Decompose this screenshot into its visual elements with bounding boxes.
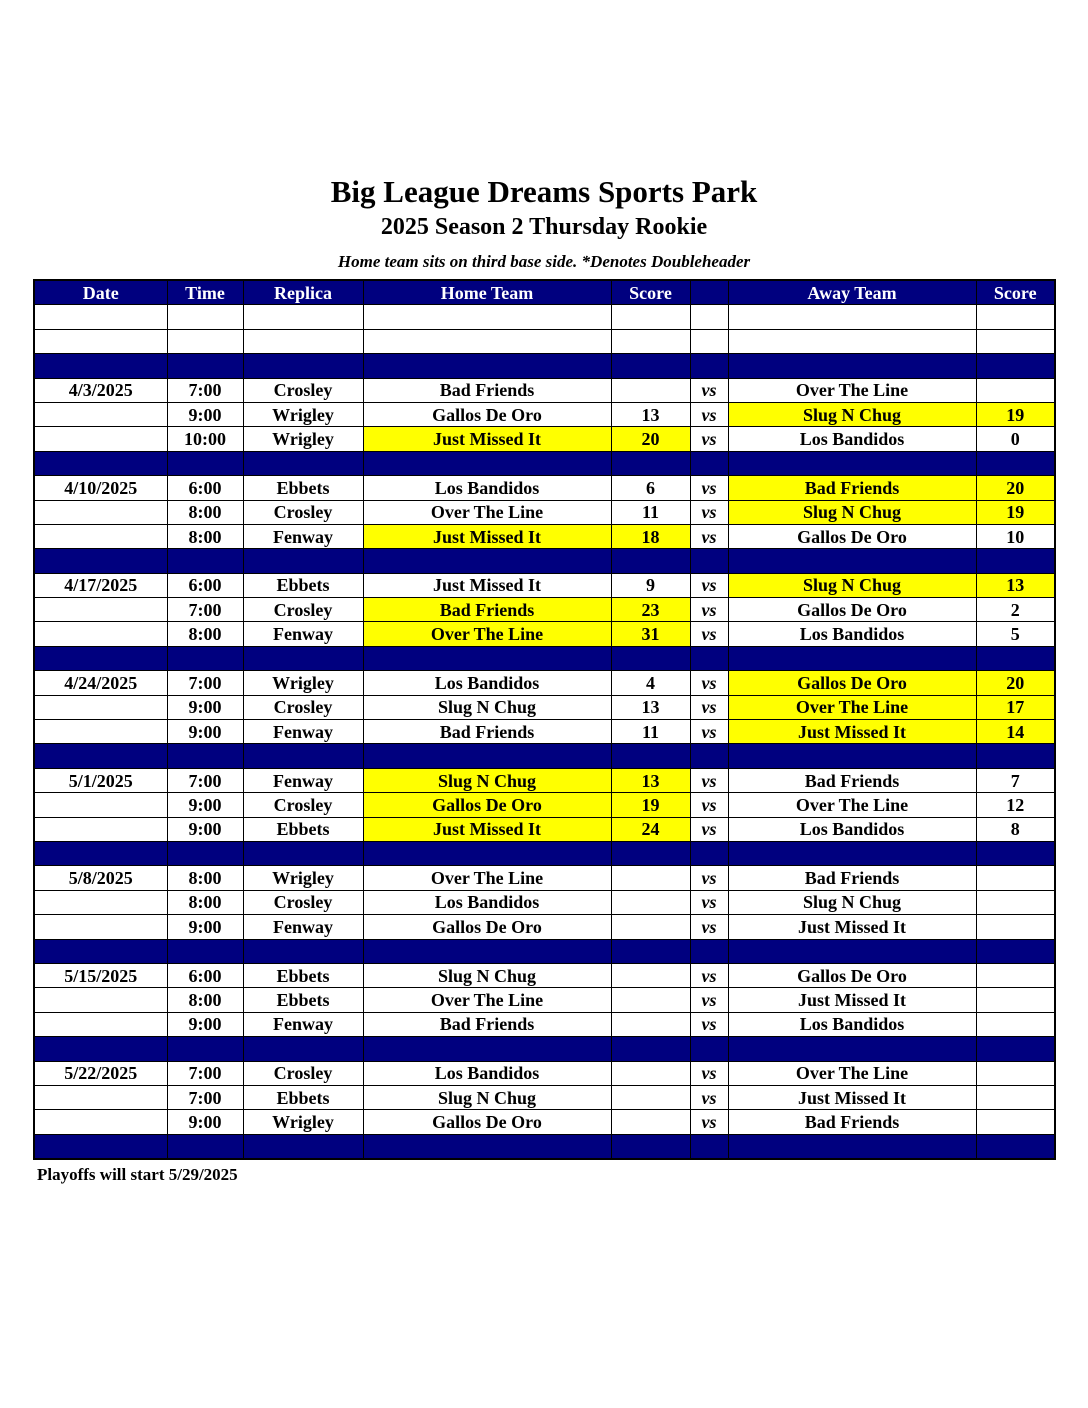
schedule-note: Home team sits on third base side. *Denotes Doubleheader	[337, 252, 751, 271]
vs-label: vs	[690, 671, 728, 695]
home-team: Bad Friends	[363, 720, 611, 744]
game-date	[34, 915, 167, 939]
game-date: 5/15/2025	[34, 963, 167, 987]
game-replica: Fenway	[243, 1012, 363, 1036]
page-title: Big League Dreams Sports Park	[330, 174, 758, 209]
game-date	[34, 1110, 167, 1134]
vs-label: vs	[690, 476, 728, 500]
header-row	[34, 280, 1055, 305]
away-team: Bad Friends	[728, 1110, 976, 1134]
game-replica: Wrigley	[243, 427, 363, 451]
week-separator	[34, 841, 1055, 865]
home-score: 20	[611, 427, 690, 451]
game-row	[34, 402, 1055, 426]
game-time: 8:00	[167, 524, 243, 548]
game-replica: Crosley	[243, 793, 363, 817]
col-header-date: Date	[34, 280, 167, 305]
away-team: Gallos De Oro	[728, 963, 976, 987]
vs-label: vs	[690, 793, 728, 817]
col-header-time: Time	[167, 280, 243, 305]
game-replica: Crosley	[243, 500, 363, 524]
game-row	[34, 671, 1055, 695]
home-team: Los Bandidos	[363, 1061, 611, 1085]
home-score: 11	[611, 720, 690, 744]
game-date	[34, 695, 167, 719]
home-score	[611, 1012, 690, 1036]
home-team: Gallos De Oro	[363, 1110, 611, 1134]
vs-label: vs	[690, 427, 728, 451]
vs-label: vs	[690, 573, 728, 597]
game-time: 8:00	[167, 988, 243, 1012]
week-separator	[34, 451, 1055, 475]
game-time: 6:00	[167, 476, 243, 500]
home-team: Gallos De Oro	[363, 793, 611, 817]
week-separator	[34, 1037, 1055, 1061]
home-team: Gallos De Oro	[363, 915, 611, 939]
home-team: Gallos De Oro	[363, 402, 611, 426]
away-score: 20	[976, 476, 1055, 500]
game-time: 9:00	[167, 720, 243, 744]
home-score	[611, 866, 690, 890]
away-score: 13	[976, 573, 1055, 597]
away-score	[976, 1061, 1055, 1085]
home-score	[611, 378, 690, 402]
vs-label: vs	[690, 988, 728, 1012]
game-row	[34, 378, 1055, 402]
game-replica: Crosley	[243, 1061, 363, 1085]
home-score	[611, 890, 690, 914]
game-date: 5/8/2025	[34, 866, 167, 890]
away-team: Los Bandidos	[728, 622, 976, 646]
game-time: 9:00	[167, 402, 243, 426]
away-score: 12	[976, 793, 1055, 817]
home-score: 13	[611, 695, 690, 719]
away-score: 19	[976, 500, 1055, 524]
vs-label: vs	[690, 402, 728, 426]
game-replica: Crosley	[243, 598, 363, 622]
game-time: 8:00	[167, 866, 243, 890]
game-time: 8:00	[167, 890, 243, 914]
vs-label: vs	[690, 890, 728, 914]
away-team: Just Missed It	[728, 1085, 976, 1109]
away-team: Just Missed It	[728, 988, 976, 1012]
away-team: Gallos De Oro	[728, 598, 976, 622]
game-time: 9:00	[167, 1110, 243, 1134]
vs-label: vs	[690, 524, 728, 548]
away-score	[976, 890, 1055, 914]
away-score: 10	[976, 524, 1055, 548]
away-team: Bad Friends	[728, 768, 976, 792]
away-team: Slug N Chug	[728, 402, 976, 426]
game-time: 10:00	[167, 427, 243, 451]
home-team: Bad Friends	[363, 378, 611, 402]
vs-label: vs	[690, 500, 728, 524]
away-score: 2	[976, 598, 1055, 622]
away-score: 8	[976, 817, 1055, 841]
game-row	[34, 890, 1055, 914]
away-team: Los Bandidos	[728, 817, 976, 841]
schedule-table	[33, 279, 1056, 1160]
game-row	[34, 1012, 1055, 1036]
game-replica: Ebbets	[243, 573, 363, 597]
week-separator	[34, 646, 1055, 670]
game-replica: Crosley	[243, 378, 363, 402]
game-replica: Fenway	[243, 915, 363, 939]
home-team: Over The Line	[363, 866, 611, 890]
away-team: Just Missed It	[728, 720, 976, 744]
game-replica: Wrigley	[243, 671, 363, 695]
game-row	[34, 524, 1055, 548]
game-replica: Wrigley	[243, 866, 363, 890]
game-replica: Ebbets	[243, 988, 363, 1012]
home-team: Just Missed It	[363, 573, 611, 597]
game-date	[34, 988, 167, 1012]
game-time: 7:00	[167, 378, 243, 402]
home-team: Los Bandidos	[363, 476, 611, 500]
week-separator	[34, 744, 1055, 768]
col-header-away-team: Away Team	[728, 280, 976, 305]
home-score	[611, 1110, 690, 1134]
game-date	[34, 524, 167, 548]
game-time: 7:00	[167, 1085, 243, 1109]
home-score: 31	[611, 622, 690, 646]
game-row	[34, 1085, 1055, 1109]
game-row	[34, 598, 1055, 622]
game-time: 9:00	[167, 1012, 243, 1036]
game-time: 7:00	[167, 768, 243, 792]
home-score: 6	[611, 476, 690, 500]
game-row	[34, 768, 1055, 792]
away-team: Slug N Chug	[728, 500, 976, 524]
home-team: Slug N Chug	[363, 695, 611, 719]
away-score	[976, 1012, 1055, 1036]
game-time: 8:00	[167, 622, 243, 646]
game-time: 9:00	[167, 695, 243, 719]
col-header-replica: Replica	[243, 280, 363, 305]
home-score: 9	[611, 573, 690, 597]
game-row	[34, 988, 1055, 1012]
schedule-body	[34, 305, 1055, 1159]
away-team: Slug N Chug	[728, 890, 976, 914]
game-date	[34, 720, 167, 744]
away-team: Over The Line	[728, 793, 976, 817]
away-team: Bad Friends	[728, 866, 976, 890]
playoffs-note: Playoffs will start 5/29/2025	[37, 1165, 238, 1184]
home-team: Just Missed It	[363, 524, 611, 548]
game-replica: Wrigley	[243, 402, 363, 426]
game-replica: Ebbets	[243, 1085, 363, 1109]
home-score	[611, 915, 690, 939]
away-score	[976, 866, 1055, 890]
game-time: 9:00	[167, 793, 243, 817]
vs-label: vs	[690, 1110, 728, 1134]
vs-label: vs	[690, 963, 728, 987]
away-team: Gallos De Oro	[728, 524, 976, 548]
home-score	[611, 988, 690, 1012]
home-score	[611, 1085, 690, 1109]
away-team: Bad Friends	[728, 476, 976, 500]
away-team: Over The Line	[728, 695, 976, 719]
game-date: 4/10/2025	[34, 476, 167, 500]
vs-label: vs	[690, 720, 728, 744]
vs-label: vs	[690, 378, 728, 402]
home-team: Just Missed It	[363, 427, 611, 451]
blank-row	[34, 329, 1055, 353]
home-score: 19	[611, 793, 690, 817]
game-replica: Ebbets	[243, 476, 363, 500]
blank-row	[34, 305, 1055, 329]
game-replica: Ebbets	[243, 963, 363, 987]
away-team: Slug N Chug	[728, 573, 976, 597]
game-row	[34, 720, 1055, 744]
game-date	[34, 890, 167, 914]
away-score	[976, 963, 1055, 987]
game-replica: Fenway	[243, 768, 363, 792]
week-separator	[34, 939, 1055, 963]
home-score	[611, 1061, 690, 1085]
game-replica: Crosley	[243, 695, 363, 719]
game-date	[34, 793, 167, 817]
game-date	[34, 427, 167, 451]
away-score: 17	[976, 695, 1055, 719]
game-time: 7:00	[167, 1061, 243, 1085]
game-time: 8:00	[167, 500, 243, 524]
vs-label: vs	[690, 817, 728, 841]
game-date: 4/17/2025	[34, 573, 167, 597]
game-row	[34, 793, 1055, 817]
home-team: Los Bandidos	[363, 671, 611, 695]
vs-label: vs	[690, 1012, 728, 1036]
vs-label: vs	[690, 915, 728, 939]
away-team: Gallos De Oro	[728, 671, 976, 695]
vs-label: vs	[690, 768, 728, 792]
game-date: 4/3/2025	[34, 378, 167, 402]
week-separator	[34, 354, 1055, 378]
game-row	[34, 573, 1055, 597]
col-header-vs	[690, 280, 728, 305]
home-team: Slug N Chug	[363, 963, 611, 987]
away-score: 20	[976, 671, 1055, 695]
away-team: Over The Line	[728, 378, 976, 402]
vs-label: vs	[690, 598, 728, 622]
home-team: Slug N Chug	[363, 768, 611, 792]
week-separator	[34, 549, 1055, 573]
home-score: 24	[611, 817, 690, 841]
away-score: 0	[976, 427, 1055, 451]
game-time: 9:00	[167, 817, 243, 841]
home-score: 23	[611, 598, 690, 622]
game-row	[34, 622, 1055, 646]
game-date	[34, 1085, 167, 1109]
game-row	[34, 817, 1055, 841]
game-row	[34, 915, 1055, 939]
away-score: 19	[976, 402, 1055, 426]
vs-label: vs	[690, 695, 728, 719]
away-score: 14	[976, 720, 1055, 744]
game-time: 6:00	[167, 963, 243, 987]
away-score	[976, 1085, 1055, 1109]
home-team: Over The Line	[363, 622, 611, 646]
game-date	[34, 817, 167, 841]
away-team: Los Bandidos	[728, 427, 976, 451]
game-replica: Fenway	[243, 622, 363, 646]
game-row	[34, 500, 1055, 524]
page-subtitle: 2025 Season 2 Thursday Rookie	[380, 214, 708, 240]
game-time: 7:00	[167, 671, 243, 695]
game-date: 5/1/2025	[34, 768, 167, 792]
game-date	[34, 500, 167, 524]
game-date: 4/24/2025	[34, 671, 167, 695]
home-team: Los Bandidos	[363, 890, 611, 914]
game-time: 6:00	[167, 573, 243, 597]
home-team: Over The Line	[363, 988, 611, 1012]
game-row	[34, 695, 1055, 719]
vs-label: vs	[690, 1085, 728, 1109]
game-time: 9:00	[167, 915, 243, 939]
col-header-home-team: Home Team	[363, 280, 611, 305]
game-row	[34, 963, 1055, 987]
game-replica: Fenway	[243, 720, 363, 744]
game-replica: Fenway	[243, 524, 363, 548]
game-replica: Ebbets	[243, 817, 363, 841]
game-row	[34, 476, 1055, 500]
away-score	[976, 1110, 1055, 1134]
away-score	[976, 988, 1055, 1012]
away-score: 5	[976, 622, 1055, 646]
game-replica: Wrigley	[243, 1110, 363, 1134]
home-team: Bad Friends	[363, 1012, 611, 1036]
vs-label: vs	[690, 622, 728, 646]
home-team: Bad Friends	[363, 598, 611, 622]
away-score	[976, 378, 1055, 402]
away-team: Just Missed It	[728, 915, 976, 939]
game-date	[34, 622, 167, 646]
game-row	[34, 1061, 1055, 1085]
home-score: 11	[611, 500, 690, 524]
game-date	[34, 1012, 167, 1036]
home-score: 4	[611, 671, 690, 695]
home-score: 18	[611, 524, 690, 548]
game-row	[34, 866, 1055, 890]
away-score	[976, 915, 1055, 939]
game-replica: Crosley	[243, 890, 363, 914]
home-score	[611, 963, 690, 987]
home-team: Over The Line	[363, 500, 611, 524]
week-separator	[34, 1134, 1055, 1159]
game-date: 5/22/2025	[34, 1061, 167, 1085]
home-score: 13	[611, 402, 690, 426]
col-header-home-score: Score	[611, 280, 690, 305]
vs-label: vs	[690, 1061, 728, 1085]
away-score: 7	[976, 768, 1055, 792]
col-header-away-score: Score	[976, 280, 1055, 305]
game-time: 7:00	[167, 598, 243, 622]
home-team: Slug N Chug	[363, 1085, 611, 1109]
game-row	[34, 1110, 1055, 1134]
away-team: Over The Line	[728, 1061, 976, 1085]
game-date	[34, 598, 167, 622]
game-row	[34, 427, 1055, 451]
home-team: Just Missed It	[363, 817, 611, 841]
away-team: Los Bandidos	[728, 1012, 976, 1036]
home-score: 13	[611, 768, 690, 792]
vs-label: vs	[690, 866, 728, 890]
game-date	[34, 402, 167, 426]
